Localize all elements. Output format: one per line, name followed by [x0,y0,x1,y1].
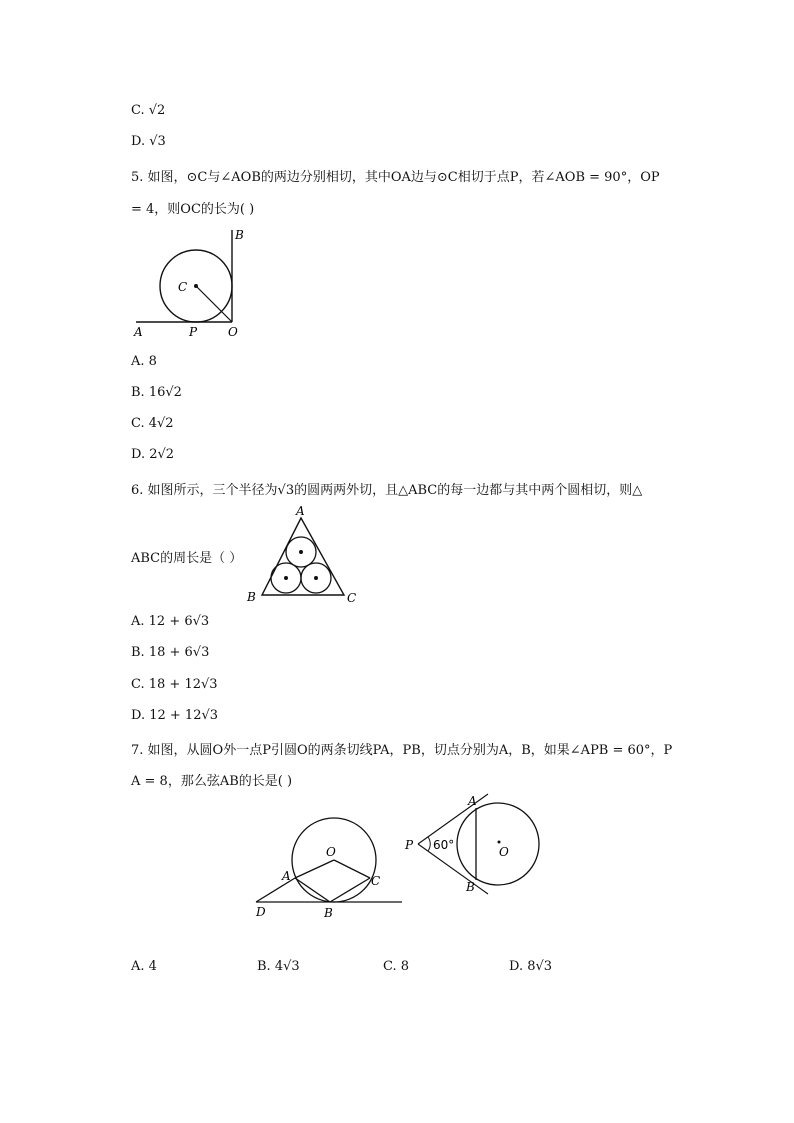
q5-label-c: C [178,280,188,294]
q7-figure-1 [250,800,410,924]
q7f2-label-b: B [466,880,475,894]
q6-text-line1: 6. 如图所示，三个半径为√3的圆两两外切，且△ABC的每一边都与其中两个圆相切，则△ [131,483,643,498]
q6-text-line2: ABC的周长是（ ） [131,551,243,566]
q6-option-c: C. 18 + 12√3 [131,677,218,692]
q7f2-angle-arc [428,837,430,851]
q5-text-line1: 5. 如图，⊙C与∠AOB的两边分别相切，其中OA边与⊙C相切于点P，若∠AOB = 90°，OP [131,170,660,185]
q7f1-segment-oc [334,860,370,878]
q7-figure-2 [400,792,550,896]
q6-center-right [314,576,318,580]
option-c-prev: C. √2 [131,103,166,118]
q5-label-a: A [134,325,143,339]
option-d-prev: D. √3 [131,134,166,149]
q5-option-d: D. 2√2 [131,447,175,462]
q5-label-b: B [235,228,244,242]
q7f2-circle-o [457,803,539,885]
q5-option-b: B. 16√2 [131,385,182,400]
q7f1-label-b: B [324,906,333,920]
q7-option-b: B. 4√3 [257,959,300,974]
q5-figure [128,224,258,344]
q6-option-a: A. 12 + 6√3 [131,614,210,629]
q7f2-label-angle: 60° [433,838,455,852]
q7f1-segment-oa [295,860,334,878]
q5-text-line2: = 4，则OC的长为( ) [131,202,255,217]
q7f1-label-c: C [371,874,381,888]
q7-text-line2: A = 8，那么弦AB的长是( ) [131,774,293,789]
q5-center-dot [194,284,198,288]
q7-option-c: C. 8 [383,959,410,974]
q5-option-a: A. 8 [131,354,157,369]
q7f1-segment-ab [295,878,330,902]
q6-label-a: A [296,504,305,518]
q6-label-c: C [347,591,357,605]
q5-label-o: O [228,325,238,339]
q5-label-p: P [189,325,198,339]
q7f2-tangent-pa [418,794,488,844]
q7-text-line1: 7. 如图，从圆O外一点P引圆O的两条切线PA，PB，切点分别为A，B，如果∠APB = 60°，P [131,743,673,758]
q7f1-label-a: A [282,869,291,883]
q6-center-left [284,576,288,580]
q7f1-label-o: O [326,845,336,859]
q7f2-label-a: A [468,794,477,808]
q7-option-d: D. 8√3 [509,959,553,974]
q7f2-label-o: O [499,845,509,859]
q7f2-center-dot [498,841,501,844]
q6-option-d: D. 12 + 12√3 [131,708,219,723]
q7-option-a: A. 4 [131,959,157,974]
q6-figure [244,502,364,608]
q5-option-c: C. 4√2 [131,416,174,431]
q7f1-label-d: D [256,905,266,919]
q7f2-label-p: P [405,838,414,852]
q6-label-b: B [247,590,256,604]
q6-option-b: B. 18 + 6√3 [131,645,210,660]
q6-center-top [299,550,303,554]
q6-triangle-abc [262,518,344,595]
